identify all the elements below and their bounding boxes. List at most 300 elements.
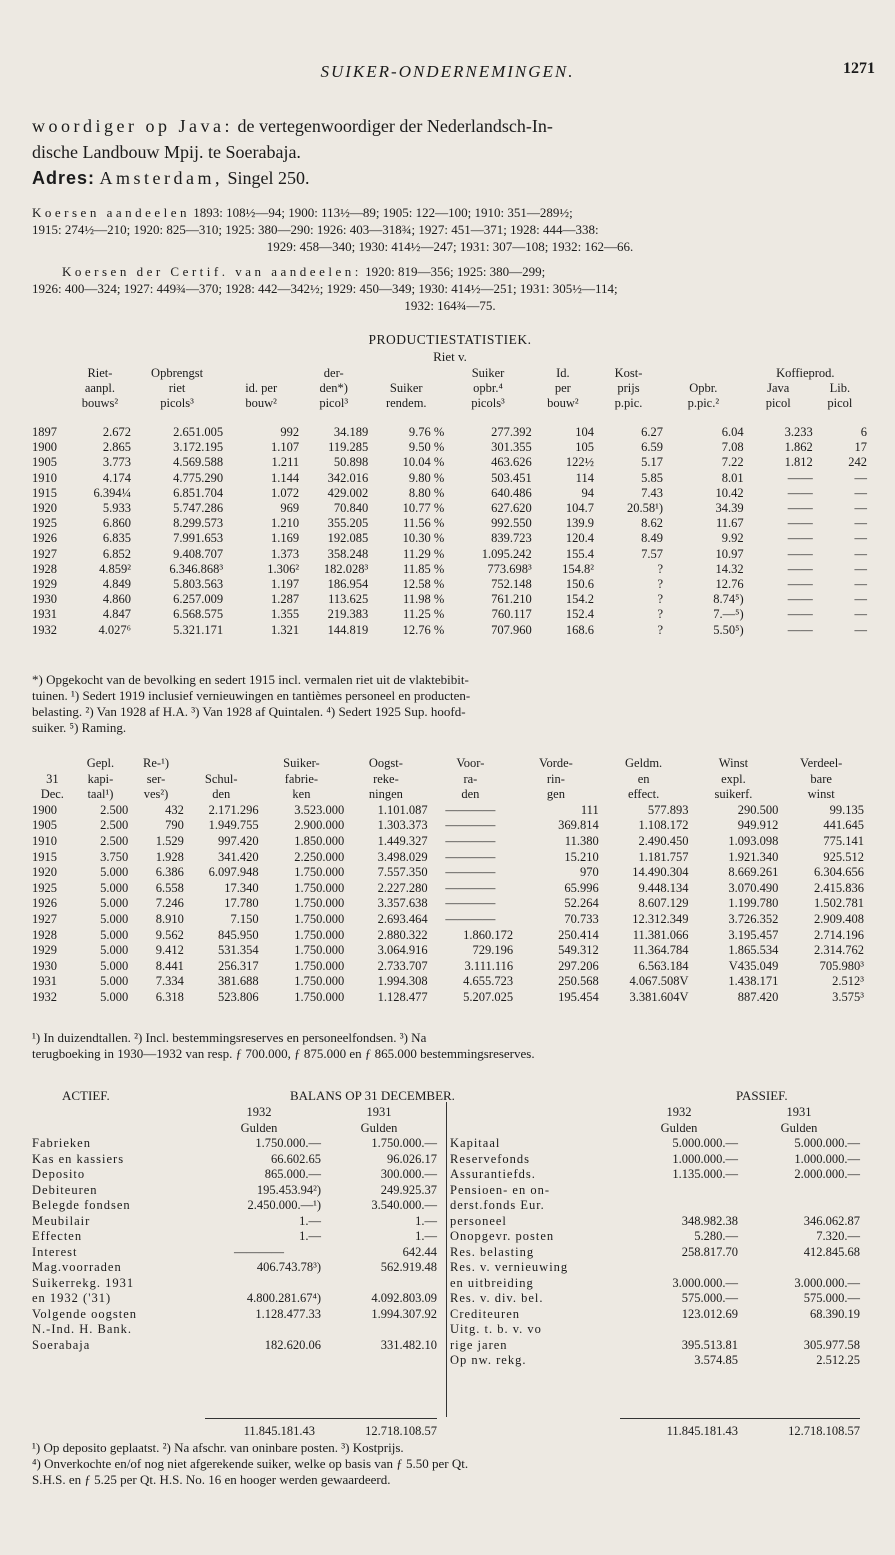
fin-cell: 3.575³ xyxy=(832,989,864,1004)
fin-header-cell: Oogst- xyxy=(368,756,403,770)
prod-cell: 150.6 xyxy=(565,577,594,592)
prod-cell: 12.58 % xyxy=(402,577,445,592)
prod-cell: 839.723 xyxy=(491,531,532,546)
prod-cell: 6.851.704 xyxy=(173,485,224,500)
prod-header-row-3 xyxy=(32,396,867,411)
prod-cell: 463.626 xyxy=(491,455,532,470)
koersen-text-1: 1893: 108½—94; 1900: 113½—89; 1905: 122—100; 1910: 351—289½; xyxy=(190,205,573,220)
prod-cell: 10.42 xyxy=(715,485,744,500)
fin-footnote-2: terugboeking in 1930—1932 van resp. ƒ 700.000, ƒ 875.000 en ƒ 865.000 bestemmingsreserves. xyxy=(32,1046,535,1061)
passief-label: Res. v. vernieuwing xyxy=(450,1260,569,1274)
fin-cell: 70.733 xyxy=(564,911,599,926)
actief-unit-1932: Gulden xyxy=(240,1120,278,1135)
prod-header-cell xyxy=(223,366,299,381)
fin-cell: 5.000 xyxy=(100,989,129,1004)
actief-value: 406.743.78³) xyxy=(256,1260,321,1274)
fin-cell: 1.750.000 xyxy=(294,880,345,895)
passief-label: rige jaren xyxy=(450,1337,508,1352)
koersen-line-2: 1915: 274½—210; 1920: 825—310; 1925: 380—290: 1926: 403—318¾; 1927: 451—371; 1928: 444—338: xyxy=(32,222,599,237)
prod-cell: 1.373 xyxy=(271,546,300,561)
prod-cell: 122½ xyxy=(565,455,594,470)
passief-value xyxy=(738,1322,860,1338)
actief-year-1931: 1931 xyxy=(366,1105,392,1119)
prod-cell: 992.550 xyxy=(491,516,532,531)
fin-header-cell: Geldm. xyxy=(625,756,663,770)
prod-cell: 1.197 xyxy=(271,577,300,592)
prod-cell: ? xyxy=(657,577,664,592)
fin-cell: 3.357.638 xyxy=(377,896,428,911)
prod-cell: 219.383 xyxy=(327,607,369,622)
fin-cell: 111 xyxy=(580,802,599,817)
prod-row xyxy=(32,547,867,562)
prod-cell: 11.67 xyxy=(715,516,744,531)
fin-cell: 887.420 xyxy=(737,989,779,1004)
prod-cell: —— xyxy=(787,516,813,531)
fin-cell: 5.000 xyxy=(100,943,129,958)
fin-cell: ———— xyxy=(445,849,496,864)
prod-cell: 144.819 xyxy=(327,622,369,637)
prod-cell: 2.651.005 xyxy=(173,425,224,439)
prod-cell: — xyxy=(854,561,867,576)
fin-header-cell: ser- xyxy=(146,771,166,786)
prod-cell: 4.775.290 xyxy=(173,470,224,485)
prod-cell: 301.355 xyxy=(491,440,532,455)
fin-footnote-1: ¹) In duizendtallen. ²) Incl. bestemmingsreserves en personeelfondsen. ³) Na xyxy=(32,1030,427,1045)
actief-row xyxy=(32,1338,437,1354)
fin-cell: 6.563.184 xyxy=(638,958,689,973)
actief-row xyxy=(32,1167,437,1183)
prod-cell: 4.174 xyxy=(102,470,132,485)
prod-cell: 8.74⁵) xyxy=(713,592,744,607)
prod-cell: 8.49 xyxy=(641,531,664,546)
prod-row xyxy=(32,562,867,577)
prod-cell: 6.568.575 xyxy=(173,607,224,622)
actief-value: 865.000.— xyxy=(264,1167,321,1181)
prod-cell: 1.210 xyxy=(271,516,300,531)
prod-cell: ? xyxy=(657,561,664,576)
fin-row-year: 1915 xyxy=(32,849,57,864)
prod-cell: 1.072 xyxy=(271,485,300,500)
prod-cell: 1.169 xyxy=(271,531,300,546)
balans-footnote-1: ¹) Op deposito geplaatst. ²) Na afschr. van oninbare posten. ³) Kostprijs. xyxy=(32,1440,404,1455)
prod-cell: 5.321.171 xyxy=(173,622,224,637)
prod-header-cell: prijs xyxy=(617,381,640,395)
fin-cell: 297.206 xyxy=(558,958,599,973)
prod-cell: 11.98 % xyxy=(403,592,445,607)
prod-header-cell: Koffieprod. xyxy=(776,366,835,380)
fin-row-year: 1930 xyxy=(32,958,57,973)
fin-cell: 290.500 xyxy=(737,802,779,817)
fin-cell: 12.312.349 xyxy=(632,911,689,926)
fin-header-cell: en xyxy=(637,771,650,786)
prod-cell: 119.285 xyxy=(328,440,369,455)
prod-header-cell: id. per xyxy=(245,381,278,395)
prod-row-year: 1928 xyxy=(32,561,57,576)
prod-cell: 6.852 xyxy=(102,546,132,561)
actief-value: 66.602.65 xyxy=(271,1151,321,1166)
prod-row xyxy=(32,577,867,592)
prod-cell: 10.97 xyxy=(715,546,744,561)
prod-cell: —— xyxy=(787,561,813,576)
actief-total-rule xyxy=(205,1418,437,1419)
actief-row xyxy=(32,1245,437,1261)
fin-header-cell: reke- xyxy=(373,771,399,786)
prod-cell: 627.620 xyxy=(491,501,532,516)
prod-header-cell xyxy=(663,366,744,381)
fin-row xyxy=(32,803,864,819)
prod-row-year: 1927 xyxy=(32,546,57,561)
intro-spaced: woordiger op Java: xyxy=(32,116,233,136)
prod-cell: 6.346.868³ xyxy=(169,561,224,576)
prod-cell: 2.672 xyxy=(102,425,132,439)
intro-line-1 xyxy=(32,116,868,137)
prod-cell: — xyxy=(854,516,867,531)
fin-cell: 1.502.781 xyxy=(814,896,864,911)
passief-value: 3.000.000.— xyxy=(794,1275,860,1290)
prod-row-year: 1925 xyxy=(32,516,57,531)
prod-header-cell: Opbrengst xyxy=(151,366,204,380)
fin-row xyxy=(32,850,864,866)
passief-row xyxy=(450,1338,860,1354)
fin-cell: 2.171.296 xyxy=(208,802,259,817)
passief-value xyxy=(738,1183,860,1199)
actief-total-1932: 11.845.181.43 xyxy=(243,1424,315,1438)
fin-cell: 790 xyxy=(165,818,184,833)
prod-footnote-2: tuinen. ¹) Sedert 1919 inclusief vernieuwingen en tantièmes personeel en producten- xyxy=(32,688,471,703)
fin-cell: 5.000 xyxy=(100,927,129,942)
prod-cell: 7.22 xyxy=(721,455,744,470)
fin-cell: 17.340 xyxy=(224,880,259,895)
fin-cell: 9.562 xyxy=(155,927,184,942)
fin-header-cell: taal¹) xyxy=(87,787,114,802)
prod-cell: 358.248 xyxy=(327,546,369,561)
prod-row-year: 1920 xyxy=(32,501,57,516)
fin-row-year: 1932 xyxy=(32,989,57,1004)
fin-header-cell: ra- xyxy=(463,771,478,786)
prod-row-year: 1905 xyxy=(32,455,57,470)
prod-cell: 4.859² xyxy=(99,561,132,576)
passief-row xyxy=(450,1214,860,1230)
prod-cell: 640.486 xyxy=(491,485,532,500)
passief-label: Uitg. t. b. v. vo xyxy=(450,1322,542,1336)
prod-cell: ? xyxy=(657,607,664,622)
prod-row-year: 1900 xyxy=(32,440,57,455)
actief-label: en 1932 ('31) xyxy=(32,1291,112,1305)
actief-value: 1.— xyxy=(415,1213,437,1228)
actief-value: 1.128.477.33 xyxy=(255,1306,321,1321)
prod-cell: 5.747.286 xyxy=(173,501,224,516)
passief-row xyxy=(450,1322,860,1338)
actief-year-row xyxy=(32,1105,437,1121)
cert-line-3: 1932: 164¾—75. xyxy=(404,298,496,313)
prod-cell: 1.812 xyxy=(784,455,813,470)
fin-cell: 1.303.373 xyxy=(377,818,428,833)
prod-row xyxy=(32,471,867,486)
fin-cell: 1.449.327 xyxy=(377,833,428,848)
fin-cell: 1.181.757 xyxy=(638,849,689,864)
prod-cell: 503.451 xyxy=(491,470,532,485)
intro-line-2: dische Landbouw Mpij. te Soerabaja. xyxy=(32,142,301,162)
prod-cell: 3.172.195 xyxy=(173,440,224,455)
passief-row xyxy=(450,1136,860,1152)
fin-cell: 2.314.762 xyxy=(814,943,864,958)
fin-cell: 6.558 xyxy=(155,880,184,895)
prod-header-cell: p.pic.² xyxy=(687,396,720,410)
passief-value xyxy=(620,1260,738,1276)
prod-cell: 7.—⁵) xyxy=(713,607,744,622)
fin-cell: 8.669.261 xyxy=(728,865,779,880)
fin-row xyxy=(32,834,864,850)
prod-cell: 120.4 xyxy=(565,531,594,546)
fin-cell: 2.490.450 xyxy=(638,833,689,848)
fin-header-cell: Vorde- xyxy=(539,756,573,770)
fin-row xyxy=(32,943,864,959)
prod-cell: 8.80 % xyxy=(408,485,445,500)
fin-row-year: 1928 xyxy=(32,927,57,942)
fin-cell: 2.909.408 xyxy=(814,911,864,926)
prod-cell: 4.569.588 xyxy=(173,455,224,470)
prod-cell: 14.32 xyxy=(715,561,744,576)
fin-cell: 1.928 xyxy=(155,849,184,864)
actief-row xyxy=(32,1322,437,1338)
fin-cell: 1.850.000 xyxy=(294,833,345,848)
passief-label: Res. belasting xyxy=(450,1244,535,1259)
prod-cell: 34.189 xyxy=(333,425,369,439)
actief-value: 1.— xyxy=(299,1213,321,1228)
fin-header-cell: Suiker- xyxy=(283,756,320,770)
fin-cell: 3.750 xyxy=(100,849,129,864)
passief-label: Kapitaal xyxy=(450,1136,501,1150)
actief-value: 195.453.94²) xyxy=(256,1182,321,1197)
passief-label: PASSIEF. xyxy=(736,1088,788,1103)
passief-label: Pensioen- en on- xyxy=(450,1182,551,1197)
prod-row xyxy=(32,486,867,501)
prod-cell: ? xyxy=(657,622,664,637)
fin-cell: 3.064.916 xyxy=(377,943,428,958)
actief-row xyxy=(32,1198,437,1214)
prod-cell: 10.77 % xyxy=(402,501,445,516)
prod-cell: 11.25 % xyxy=(403,607,445,622)
fin-cell: 925.512 xyxy=(823,849,864,864)
fin-row xyxy=(32,818,864,834)
fin-cell: 8.441 xyxy=(155,958,184,973)
fin-row-year: 1920 xyxy=(32,865,57,880)
fin-header-cell xyxy=(184,756,259,772)
actief-value: 1.750.000.— xyxy=(255,1136,321,1150)
fin-cell: 1.750.000 xyxy=(294,974,345,989)
fin-cell: 15.210 xyxy=(564,849,599,864)
prod-header-cell: bouws² xyxy=(81,396,119,410)
prod-header-cell: picol³ xyxy=(319,396,349,410)
prod-cell: 761.210 xyxy=(491,592,532,607)
passief-value: 5.280.— xyxy=(694,1229,738,1243)
prod-cell: 9.50 % xyxy=(408,440,445,455)
fin-cell: 1.750.000 xyxy=(294,927,345,942)
actief-row xyxy=(32,1307,437,1323)
passief-value: 5.000.000.— xyxy=(794,1136,860,1150)
fin-cell: 195.454 xyxy=(558,989,599,1004)
fin-row-year: 1900 xyxy=(32,802,57,817)
fin-cell: 1.750.000 xyxy=(294,958,345,973)
prod-cell: 429.002 xyxy=(327,485,369,500)
prod-cell: 6.27 xyxy=(641,425,664,439)
prod-cell: 139.9 xyxy=(565,516,594,531)
prod-header-cell: Java xyxy=(767,381,790,395)
actief-label: Mag.voorraden xyxy=(32,1260,122,1274)
passief-row xyxy=(450,1229,860,1245)
passief-label: derst.fonds Eur. xyxy=(450,1198,545,1212)
prod-row xyxy=(32,607,867,622)
passief-label: Op nw. rekg. xyxy=(450,1353,527,1367)
cert-label: Koersen der Certif. van aandeelen: xyxy=(62,264,362,279)
adres-line xyxy=(32,168,868,189)
passief-value xyxy=(620,1322,738,1338)
prod-cell: — xyxy=(854,607,867,622)
fin-header-row xyxy=(32,787,864,803)
prod-cell: 105 xyxy=(575,440,594,455)
prod-cell: 969 xyxy=(280,501,300,516)
fin-cell: 577.893 xyxy=(647,802,689,817)
fin-cell: 5.000 xyxy=(100,896,129,911)
fin-cell: 1.994.308 xyxy=(377,974,428,989)
fin-cell: 4.655.723 xyxy=(463,974,514,989)
actief-label: Meubilair xyxy=(32,1213,91,1228)
prod-header-cell: opbr.⁴ xyxy=(473,381,503,395)
passief-value: 2.000.000.— xyxy=(794,1167,860,1181)
prod-cell: —— xyxy=(787,470,813,485)
adres-label: Adres: xyxy=(32,168,96,188)
prod-cell: — xyxy=(854,501,867,516)
prod-header xyxy=(32,366,867,411)
prod-row xyxy=(32,425,867,440)
passief-value: 575.000.— xyxy=(803,1291,860,1305)
prod-cell: 6.257.009 xyxy=(173,592,224,607)
fin-cell: 1.750.000 xyxy=(294,865,345,880)
fin-cell: 7.557.350 xyxy=(377,865,428,880)
prod-row xyxy=(32,516,867,531)
prod-cell: 104.7 xyxy=(565,501,594,516)
prod-cell: —— xyxy=(787,592,813,607)
actief-row xyxy=(32,1214,437,1230)
fin-cell: ———— xyxy=(445,880,496,895)
prod-cell: —— xyxy=(787,531,813,546)
prod-cell: — xyxy=(854,470,867,485)
prod-header-cell: bouw² xyxy=(547,396,579,410)
prod-header-cell: p.pic. xyxy=(614,396,643,410)
fin-cell: 2.500 xyxy=(100,802,129,817)
balans-actief-table xyxy=(32,1105,437,1353)
passief-value: 575.000.— xyxy=(681,1291,738,1305)
fin-cell: 5.000 xyxy=(100,880,129,895)
fin-cell: 2.693.464 xyxy=(377,911,428,926)
fin-row xyxy=(32,974,864,990)
prod-cell: 11.85 % xyxy=(403,561,445,576)
prod-cell: 168.6 xyxy=(565,622,594,637)
prod-header-cell: Opbr. xyxy=(689,381,718,395)
prod-header-cell: per xyxy=(554,381,571,395)
prod-header-cell xyxy=(368,366,444,381)
fin-header-cell: Dec. xyxy=(40,787,64,802)
prod-cell: 3.233 xyxy=(784,425,813,439)
fin-cell: 1.093.098 xyxy=(728,833,779,848)
prod-header-cell: aanpl. xyxy=(84,381,116,395)
actief-value: 2.450.000.—¹) xyxy=(247,1198,321,1212)
fin-cell: 970 xyxy=(579,865,599,880)
fin-header-cell: winst xyxy=(807,787,835,802)
actief-value: ———— xyxy=(234,1244,284,1259)
prod-header-cell: Suiker xyxy=(389,381,423,395)
passief-value: 395.513.81 xyxy=(681,1337,738,1352)
prod-header-cell: picols³ xyxy=(160,396,194,410)
prod-cell: 10.04 % xyxy=(402,455,445,470)
passief-row xyxy=(450,1291,860,1307)
fin-cell: 381.688 xyxy=(218,974,259,989)
prod-cell: — xyxy=(854,622,867,637)
prod-cell: ? xyxy=(657,592,664,607)
prod-cell: 9.80 % xyxy=(408,470,445,485)
prod-cell: 154.2 xyxy=(565,592,594,607)
passief-value: 1.000.000.— xyxy=(794,1151,860,1166)
prod-cell: 104 xyxy=(575,425,594,439)
fin-header-cell: expl. xyxy=(721,771,746,786)
balans-passief-table xyxy=(450,1105,860,1369)
passief-total-1931: 12.718.108.57 xyxy=(788,1424,860,1438)
fin-row xyxy=(32,896,864,912)
cert-line-2: 1926: 400—324; 1927: 449¾—370; 1928: 442—342½; 1929: 450—349; 1930: 414½—251; 1931: 305½—114; xyxy=(32,281,618,296)
fin-header-cell: ken xyxy=(292,787,311,802)
actief-label: Kas en kassiers xyxy=(32,1151,125,1166)
fin-cell: 369.814 xyxy=(558,818,599,833)
prod-row-year: 1931 xyxy=(32,607,57,622)
prod-cell: —— xyxy=(787,501,813,516)
fin-header-row xyxy=(32,756,864,772)
passief-total-rule xyxy=(620,1418,860,1419)
fin-cell: 52.264 xyxy=(564,896,599,911)
running-header: SUIKER-ONDERNEMINGEN. xyxy=(320,62,575,81)
prod-cell: 1.211 xyxy=(271,455,300,470)
actief-year-1932: 1932 xyxy=(246,1105,272,1119)
prod-cell: —— xyxy=(787,546,813,561)
fin-header-cell: Re-¹) xyxy=(143,756,169,770)
passief-value: 258.817.70 xyxy=(681,1244,738,1259)
prod-cell: 7.08 xyxy=(721,440,744,455)
prod-row xyxy=(32,623,867,638)
fin-header-cell: gen xyxy=(546,787,565,802)
fin-header-cell xyxy=(32,756,73,772)
actief-value: 4.800.281.67⁴) xyxy=(246,1291,321,1305)
passief-row xyxy=(450,1198,860,1214)
fin-cell: 549.312 xyxy=(558,943,599,958)
fin-header-cell: Winst xyxy=(718,756,749,770)
prod-cell: 1.306² xyxy=(267,561,300,576)
actief-row xyxy=(32,1276,437,1292)
fin-cell: 3.523.000 xyxy=(294,802,345,817)
prod-cell: 12.76 xyxy=(715,577,744,592)
passief-label: Reservefonds xyxy=(450,1151,531,1166)
passief-total-1932: 11.845.181.43 xyxy=(666,1424,738,1438)
prod-cell: —— xyxy=(787,622,813,637)
prod-cell: 277.392 xyxy=(491,425,532,439)
fin-cell: 341.420 xyxy=(218,849,259,864)
fin-cell: 1.750.000 xyxy=(294,911,345,926)
fin-row-year: 1929 xyxy=(32,943,57,958)
passief-value: 3.000.000.— xyxy=(672,1275,738,1290)
prod-row-year: 1897 xyxy=(32,425,57,439)
prod-cell: —— xyxy=(787,485,813,500)
prod-cell: 8.299.573 xyxy=(173,516,224,531)
fin-cell: V435.049 xyxy=(728,958,779,973)
fin-row xyxy=(32,959,864,975)
